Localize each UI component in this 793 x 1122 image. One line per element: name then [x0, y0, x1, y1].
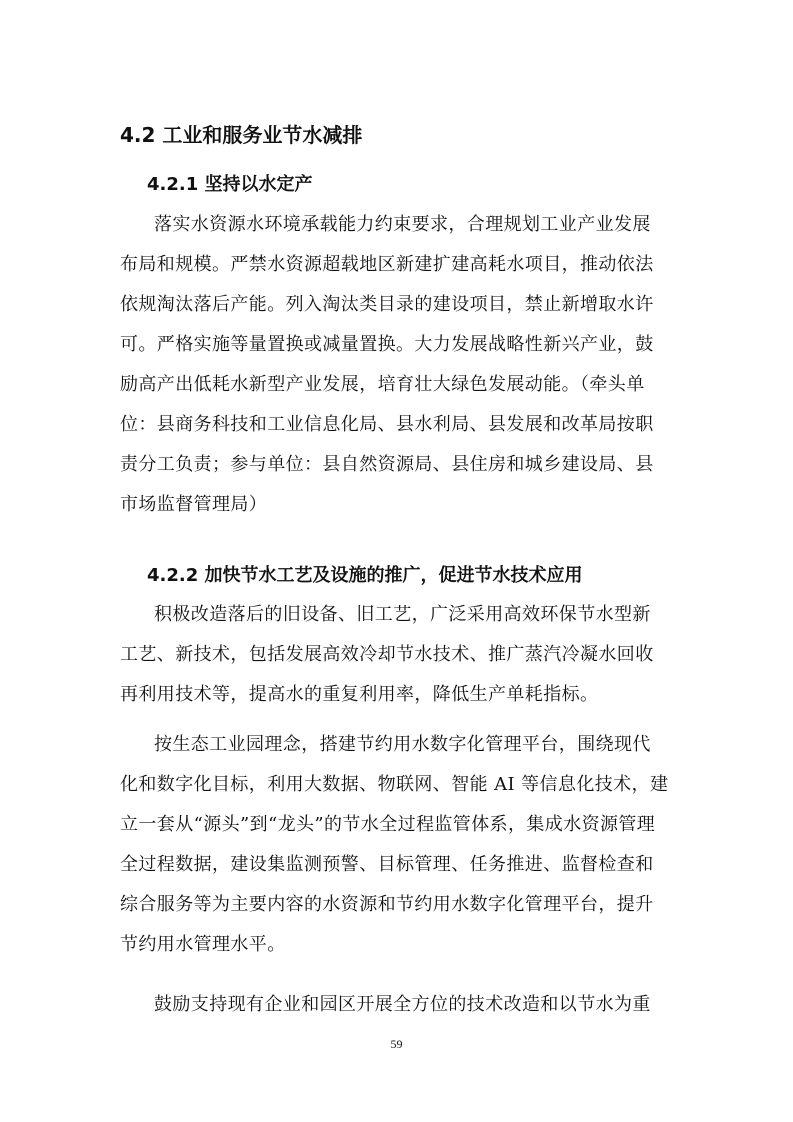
paragraph-line: 市场监督管理局）: [120, 494, 268, 515]
paragraph-line: 立一套从“源头”到“龙头”的节水全过程监管体系，集成水资源管理: [120, 814, 656, 835]
paragraph-line: 鼓励支持现有企业和园区开展全方位的技术改造和以节水为重: [154, 994, 651, 1015]
paragraph-line: 布局和规模。严禁水资源超载地区新建扩建高耗水项目，推动依法: [120, 254, 654, 275]
paragraph-line: 综合服务等为主要内容的水资源和节约用水数字化管理平台，提升: [120, 894, 654, 915]
paragraph-line: 依规淘汰落后产能。列入淘汰类目录的建设项目，禁止新增取水许: [120, 294, 654, 315]
paragraph-line: 工艺、新技术，包括发展高效冷却节水技术、推广蒸汽冷凝水回收: [120, 644, 654, 665]
paragraph-line: 节约用水管理水平。: [120, 934, 286, 955]
paragraph-line: 位：县商务科技和工业信息化局、县水利局、县发展和改革局按职: [120, 414, 654, 435]
paragraph-line: 可。严格实施等量置换或减量置换。大力发展战略性新兴产业，鼓: [120, 334, 654, 355]
paragraph-line: 按生态工业园理念，搭建节约用水数字化管理平台，围绕现代: [154, 734, 651, 755]
subsection-heading-4-2-2: 4.2.2 加快节水工艺及设施的推广，促进节水技术应用: [147, 565, 583, 586]
paragraph-digital-platform: [120, 725, 676, 965]
paragraph-line: 再利用技术等，提高水的重复利用率，降低生产单耗指标。: [120, 684, 599, 705]
section-heading: 4.2 工业和服务业节水减排: [120, 123, 363, 147]
paragraph-line: 化和数字化目标，利用大数据、物联网、智能 AI 等信息化技术，建: [120, 774, 669, 795]
paragraph-line: 全过程数据，建设集监测预警、目标管理、任务推进、监督检查和: [120, 854, 654, 875]
paragraph-enterprise-support: [120, 985, 676, 1025]
paragraph-line: 积极改造落后的旧设备、旧工艺，广泛采用高效环保节水型新: [154, 604, 651, 625]
subsection-heading-4-2-1: 4.2.1 坚持以水定产: [147, 174, 313, 195]
paragraph-line: 落实水资源水环境承载能力约束要求，合理规划工业产业发展: [154, 214, 651, 235]
paragraph-line: 责分工负责；参与单位：县自然资源局、县住房和城乡建设局、县: [120, 454, 654, 475]
page-number: 59: [390, 1037, 403, 1051]
paragraph-equipment-upgrade: [120, 595, 676, 715]
paragraph-water-based-production: [120, 205, 676, 525]
paragraph-line: 励高产出低耗水新型产业发展，培育壮大绿色发展动能。（牵头单: [120, 374, 645, 395]
